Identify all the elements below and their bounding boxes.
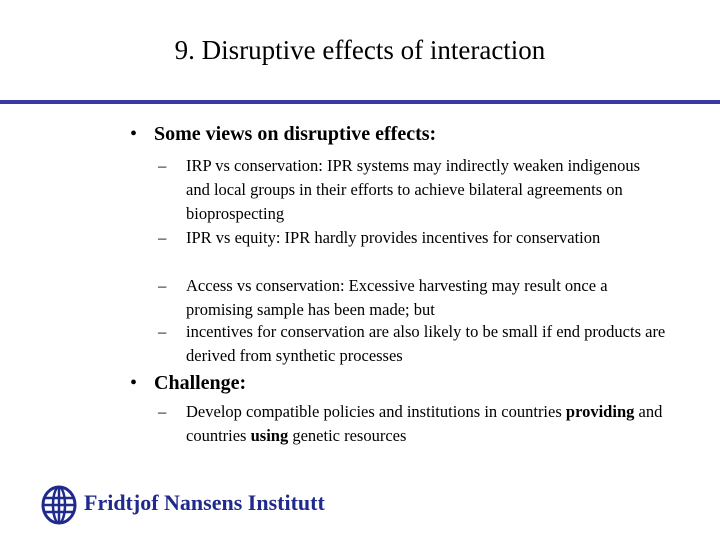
sub-item [158,154,658,226]
dash-marker: – [158,402,167,421]
slide-title-text: 9. Disruptive effects of interaction [174,35,546,65]
dash-marker: – [158,322,167,341]
emphasis-providing: providing [565,402,635,421]
dash-marker: – [158,156,167,175]
sub-item-text [186,400,666,448]
title-divider [0,100,720,104]
globe-icon [40,484,78,526]
bullet-dot: • [130,123,138,145]
bullet-dot: • [130,372,138,394]
slide-title [0,30,720,70]
sub-item [158,226,658,274]
institute-name: Fridtjof Nansens Institutt [84,490,325,515]
bullet-heading: Some views on disruptive effects: [154,123,437,145]
sub-item-text-part: Develop compatible policies and institutions in countries [186,402,566,421]
sub-item-text-part: genetic resources [288,426,407,445]
sub-item-text: incentives for conservation are also likely to be small if end products are derived from synthetic processes [186,322,666,365]
dash-marker: – [158,228,167,247]
sub-item [158,400,663,448]
sub-item [158,320,666,368]
sub-item-text: IRP vs conservation: IPR systems may indirectly weaken indigenous and local groups in their efforts to achieve bilateral agreements on bioprospecting [186,156,640,223]
sub-item-text-part: and countries [186,402,663,445]
dash-marker: – [158,276,167,295]
sub-item-text: Access vs conservation: Excessive harvesting may result once a promising sample has been made; but [186,276,608,319]
bullet-heading: Challenge: [154,372,247,394]
emphasis-using: using [250,426,289,445]
sub-item [158,274,658,322]
sub-item-text: IPR vs equity: IPR hardly provides incentives for conservation [186,228,601,247]
